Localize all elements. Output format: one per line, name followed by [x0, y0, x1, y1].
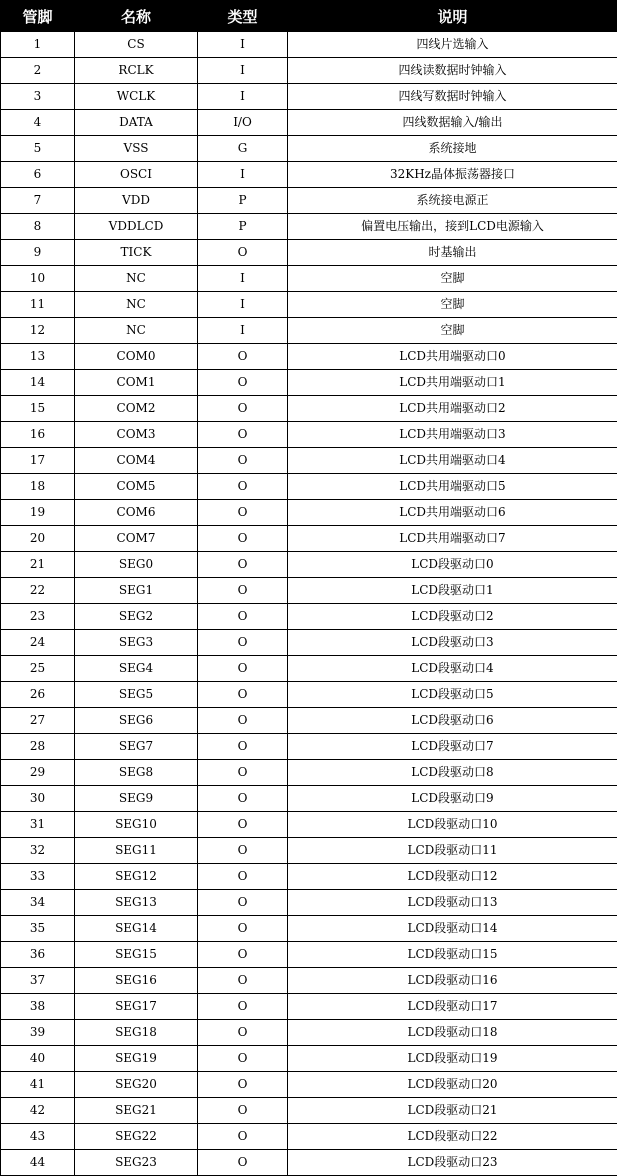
cell-name: SEG9: [75, 786, 198, 812]
cell-name: RCLK: [75, 58, 198, 84]
cell-pin: 9: [1, 240, 75, 266]
cell-description: 系统接电源正: [288, 188, 617, 214]
cell-pin: 12: [1, 318, 75, 344]
cell-name: NC: [75, 266, 198, 292]
cell-description: 四线写数据时钟输入: [288, 84, 617, 110]
cell-pin: 39: [1, 1020, 75, 1046]
cell-pin: 41: [1, 1072, 75, 1098]
cell-description: LCD段驱动口16: [288, 968, 617, 994]
cell-pin: 25: [1, 656, 75, 682]
cell-type: I: [198, 162, 288, 188]
cell-name: SEG22: [75, 1124, 198, 1150]
table-row: [1, 942, 617, 968]
cell-description: LCD段驱动口19: [288, 1046, 617, 1072]
cell-description: LCD段驱动口22: [288, 1124, 617, 1150]
table-row: [1, 838, 617, 864]
cell-name: COM5: [75, 474, 198, 500]
cell-name: SEG21: [75, 1098, 198, 1124]
cell-name: VDDLCD: [75, 214, 198, 240]
cell-name: SEG4: [75, 656, 198, 682]
cell-pin: 40: [1, 1046, 75, 1072]
table-row: [1, 422, 617, 448]
cell-description: LCD段驱动口11: [288, 838, 617, 864]
cell-name: SEG10: [75, 812, 198, 838]
cell-description: LCD共用端驱动口1: [288, 370, 617, 396]
cell-type: I: [198, 292, 288, 318]
header-description: 说明: [288, 1, 617, 32]
cell-pin: 42: [1, 1098, 75, 1124]
cell-type: O: [198, 838, 288, 864]
cell-name: SEG1: [75, 578, 198, 604]
cell-description: 32KHz晶体振荡器接口: [288, 162, 617, 188]
cell-name: SEG3: [75, 630, 198, 656]
cell-description: LCD段驱动口8: [288, 760, 617, 786]
cell-type: O: [198, 1124, 288, 1150]
cell-name: SEG12: [75, 864, 198, 890]
cell-pin: 35: [1, 916, 75, 942]
cell-type: O: [198, 1098, 288, 1124]
cell-description: 偏置电压输出，接到LCD电源输入: [288, 214, 617, 240]
cell-pin: 16: [1, 422, 75, 448]
cell-type: O: [198, 682, 288, 708]
cell-description: 四线片选输入: [288, 32, 617, 58]
cell-type: O: [198, 942, 288, 968]
table-row: [1, 32, 617, 58]
cell-type: I: [198, 32, 288, 58]
table-row: [1, 1150, 617, 1176]
cell-type: G: [198, 136, 288, 162]
cell-name: SEG7: [75, 734, 198, 760]
cell-description: LCD共用端驱动口7: [288, 526, 617, 552]
table-row: [1, 1098, 617, 1124]
cell-name: OSCI: [75, 162, 198, 188]
cell-type: O: [198, 1072, 288, 1098]
cell-type: O: [198, 474, 288, 500]
table-row: [1, 890, 617, 916]
cell-type: O: [198, 370, 288, 396]
cell-name: COM7: [75, 526, 198, 552]
header-type: 类型: [198, 1, 288, 32]
table-row: [1, 58, 617, 84]
cell-name: SEG0: [75, 552, 198, 578]
cell-name: SEG11: [75, 838, 198, 864]
cell-name: SEG20: [75, 1072, 198, 1098]
cell-pin: 24: [1, 630, 75, 656]
table-row: [1, 214, 617, 240]
header-row: [1, 1, 617, 32]
table-row: [1, 1046, 617, 1072]
table-row: [1, 994, 617, 1020]
table-row: [1, 578, 617, 604]
cell-description: LCD段驱动口21: [288, 1098, 617, 1124]
cell-pin: 36: [1, 942, 75, 968]
cell-type: O: [198, 812, 288, 838]
cell-pin: 22: [1, 578, 75, 604]
cell-type: O: [198, 734, 288, 760]
cell-name: VSS: [75, 136, 198, 162]
cell-type: O: [198, 1020, 288, 1046]
cell-description: 四线读数据时钟输入: [288, 58, 617, 84]
table-row: [1, 630, 617, 656]
cell-type: O: [198, 994, 288, 1020]
cell-description: LCD段驱动口17: [288, 994, 617, 1020]
table-row: [1, 1020, 617, 1046]
cell-name: SEG14: [75, 916, 198, 942]
cell-description: LCD共用端驱动口3: [288, 422, 617, 448]
table-row: [1, 552, 617, 578]
table-row: [1, 136, 617, 162]
cell-pin: 3: [1, 84, 75, 110]
cell-type: O: [198, 526, 288, 552]
cell-pin: 21: [1, 552, 75, 578]
cell-pin: 6: [1, 162, 75, 188]
cell-description: 时基输出: [288, 240, 617, 266]
cell-pin: 38: [1, 994, 75, 1020]
cell-pin: 29: [1, 760, 75, 786]
cell-pin: 26: [1, 682, 75, 708]
cell-name: VDD: [75, 188, 198, 214]
table-row: [1, 370, 617, 396]
cell-pin: 2: [1, 58, 75, 84]
table-row: [1, 1072, 617, 1098]
cell-description: 系统接地: [288, 136, 617, 162]
cell-type: O: [198, 1046, 288, 1072]
cell-type: I: [198, 318, 288, 344]
cell-type: O: [198, 656, 288, 682]
cell-pin: 27: [1, 708, 75, 734]
table-row: [1, 84, 617, 110]
cell-description: LCD段驱动口18: [288, 1020, 617, 1046]
cell-type: P: [198, 214, 288, 240]
cell-pin: 13: [1, 344, 75, 370]
table-row: [1, 188, 617, 214]
cell-pin: 28: [1, 734, 75, 760]
cell-type: O: [198, 448, 288, 474]
table-row: [1, 292, 617, 318]
cell-name: SEG6: [75, 708, 198, 734]
table-row: [1, 786, 617, 812]
cell-pin: 14: [1, 370, 75, 396]
cell-name: SEG16: [75, 968, 198, 994]
table-row: [1, 318, 617, 344]
cell-description: LCD段驱动口6: [288, 708, 617, 734]
cell-type: O: [198, 1150, 288, 1176]
cell-description: LCD段驱动口10: [288, 812, 617, 838]
table-row: [1, 968, 617, 994]
cell-description: LCD共用端驱动口6: [288, 500, 617, 526]
cell-description: LCD共用端驱动口4: [288, 448, 617, 474]
table-row: [1, 708, 617, 734]
cell-type: O: [198, 396, 288, 422]
table-row: [1, 110, 617, 136]
cell-name: SEG5: [75, 682, 198, 708]
cell-description: LCD段驱动口7: [288, 734, 617, 760]
table-row: [1, 162, 617, 188]
cell-description: 空脚: [288, 266, 617, 292]
cell-pin: 30: [1, 786, 75, 812]
cell-type: O: [198, 864, 288, 890]
cell-description: LCD共用端驱动口5: [288, 474, 617, 500]
cell-pin: 8: [1, 214, 75, 240]
cell-name: COM6: [75, 500, 198, 526]
cell-name: COM1: [75, 370, 198, 396]
cell-pin: 11: [1, 292, 75, 318]
table-row: [1, 344, 617, 370]
cell-type: O: [198, 552, 288, 578]
cell-description: LCD段驱动口12: [288, 864, 617, 890]
cell-name: SEG15: [75, 942, 198, 968]
cell-name: SEG13: [75, 890, 198, 916]
cell-pin: 33: [1, 864, 75, 890]
cell-pin: 44: [1, 1150, 75, 1176]
table-row: [1, 760, 617, 786]
cell-pin: 23: [1, 604, 75, 630]
cell-type: O: [198, 968, 288, 994]
table-row: [1, 500, 617, 526]
header-name: 名称: [75, 1, 198, 32]
cell-description: LCD段驱动口23: [288, 1150, 617, 1176]
table-header: [1, 1, 617, 32]
cell-pin: 1: [1, 32, 75, 58]
cell-pin: 43: [1, 1124, 75, 1150]
cell-name: COM2: [75, 396, 198, 422]
header-pin: 管脚: [1, 1, 75, 32]
table-body: [1, 32, 617, 1176]
cell-type: O: [198, 344, 288, 370]
cell-name: NC: [75, 318, 198, 344]
cell-type: O: [198, 240, 288, 266]
table-row: [1, 916, 617, 942]
cell-description: LCD段驱动口14: [288, 916, 617, 942]
cell-name: SEG19: [75, 1046, 198, 1072]
cell-description: LCD共用端驱动口0: [288, 344, 617, 370]
table-row: [1, 812, 617, 838]
table-row: [1, 396, 617, 422]
cell-type: O: [198, 500, 288, 526]
cell-description: 空脚: [288, 318, 617, 344]
cell-description: LCD段驱动口4: [288, 656, 617, 682]
cell-name: COM0: [75, 344, 198, 370]
cell-pin: 31: [1, 812, 75, 838]
cell-type: O: [198, 708, 288, 734]
cell-type: O: [198, 890, 288, 916]
cell-pin: 4: [1, 110, 75, 136]
table-row: [1, 240, 617, 266]
cell-pin: 37: [1, 968, 75, 994]
cell-name: COM3: [75, 422, 198, 448]
cell-description: LCD段驱动口0: [288, 552, 617, 578]
cell-description: LCD段驱动口3: [288, 630, 617, 656]
cell-pin: 19: [1, 500, 75, 526]
table-row: [1, 656, 617, 682]
cell-type: P: [198, 188, 288, 214]
cell-pin: 20: [1, 526, 75, 552]
table-row: [1, 1124, 617, 1150]
cell-type: O: [198, 760, 288, 786]
cell-pin: 17: [1, 448, 75, 474]
cell-name: SEG23: [75, 1150, 198, 1176]
cell-pin: 32: [1, 838, 75, 864]
cell-name: SEG18: [75, 1020, 198, 1046]
table-row: [1, 448, 617, 474]
cell-description: LCD段驱动口20: [288, 1072, 617, 1098]
cell-pin: 34: [1, 890, 75, 916]
cell-type: I: [198, 84, 288, 110]
cell-description: LCD段驱动口5: [288, 682, 617, 708]
table-row: [1, 682, 617, 708]
table-row: [1, 474, 617, 500]
table-row: [1, 526, 617, 552]
cell-type: O: [198, 578, 288, 604]
cell-name: TICK: [75, 240, 198, 266]
cell-name: DATA: [75, 110, 198, 136]
cell-name: COM4: [75, 448, 198, 474]
cell-description: LCD段驱动口9: [288, 786, 617, 812]
cell-type: O: [198, 630, 288, 656]
table-row: [1, 266, 617, 292]
cell-type: I/O: [198, 110, 288, 136]
cell-description: LCD段驱动口2: [288, 604, 617, 630]
cell-name: NC: [75, 292, 198, 318]
cell-name: SEG8: [75, 760, 198, 786]
table-row: [1, 604, 617, 630]
table-row: [1, 864, 617, 890]
table-row: [1, 734, 617, 760]
cell-name: SEG17: [75, 994, 198, 1020]
cell-name: CS: [75, 32, 198, 58]
cell-type: O: [198, 422, 288, 448]
cell-type: I: [198, 58, 288, 84]
cell-pin: 10: [1, 266, 75, 292]
cell-description: LCD共用端驱动口2: [288, 396, 617, 422]
cell-pin: 5: [1, 136, 75, 162]
cell-description: LCD段驱动口1: [288, 578, 617, 604]
cell-pin: 7: [1, 188, 75, 214]
cell-type: I: [198, 266, 288, 292]
cell-description: LCD段驱动口13: [288, 890, 617, 916]
cell-name: SEG2: [75, 604, 198, 630]
cell-type: O: [198, 916, 288, 942]
cell-type: O: [198, 604, 288, 630]
cell-name: WCLK: [75, 84, 198, 110]
cell-type: O: [198, 786, 288, 812]
cell-pin: 15: [1, 396, 75, 422]
cell-pin: 18: [1, 474, 75, 500]
cell-description: 四线数据输入/输出: [288, 110, 617, 136]
cell-description: LCD段驱动口15: [288, 942, 617, 968]
cell-description: 空脚: [288, 292, 617, 318]
